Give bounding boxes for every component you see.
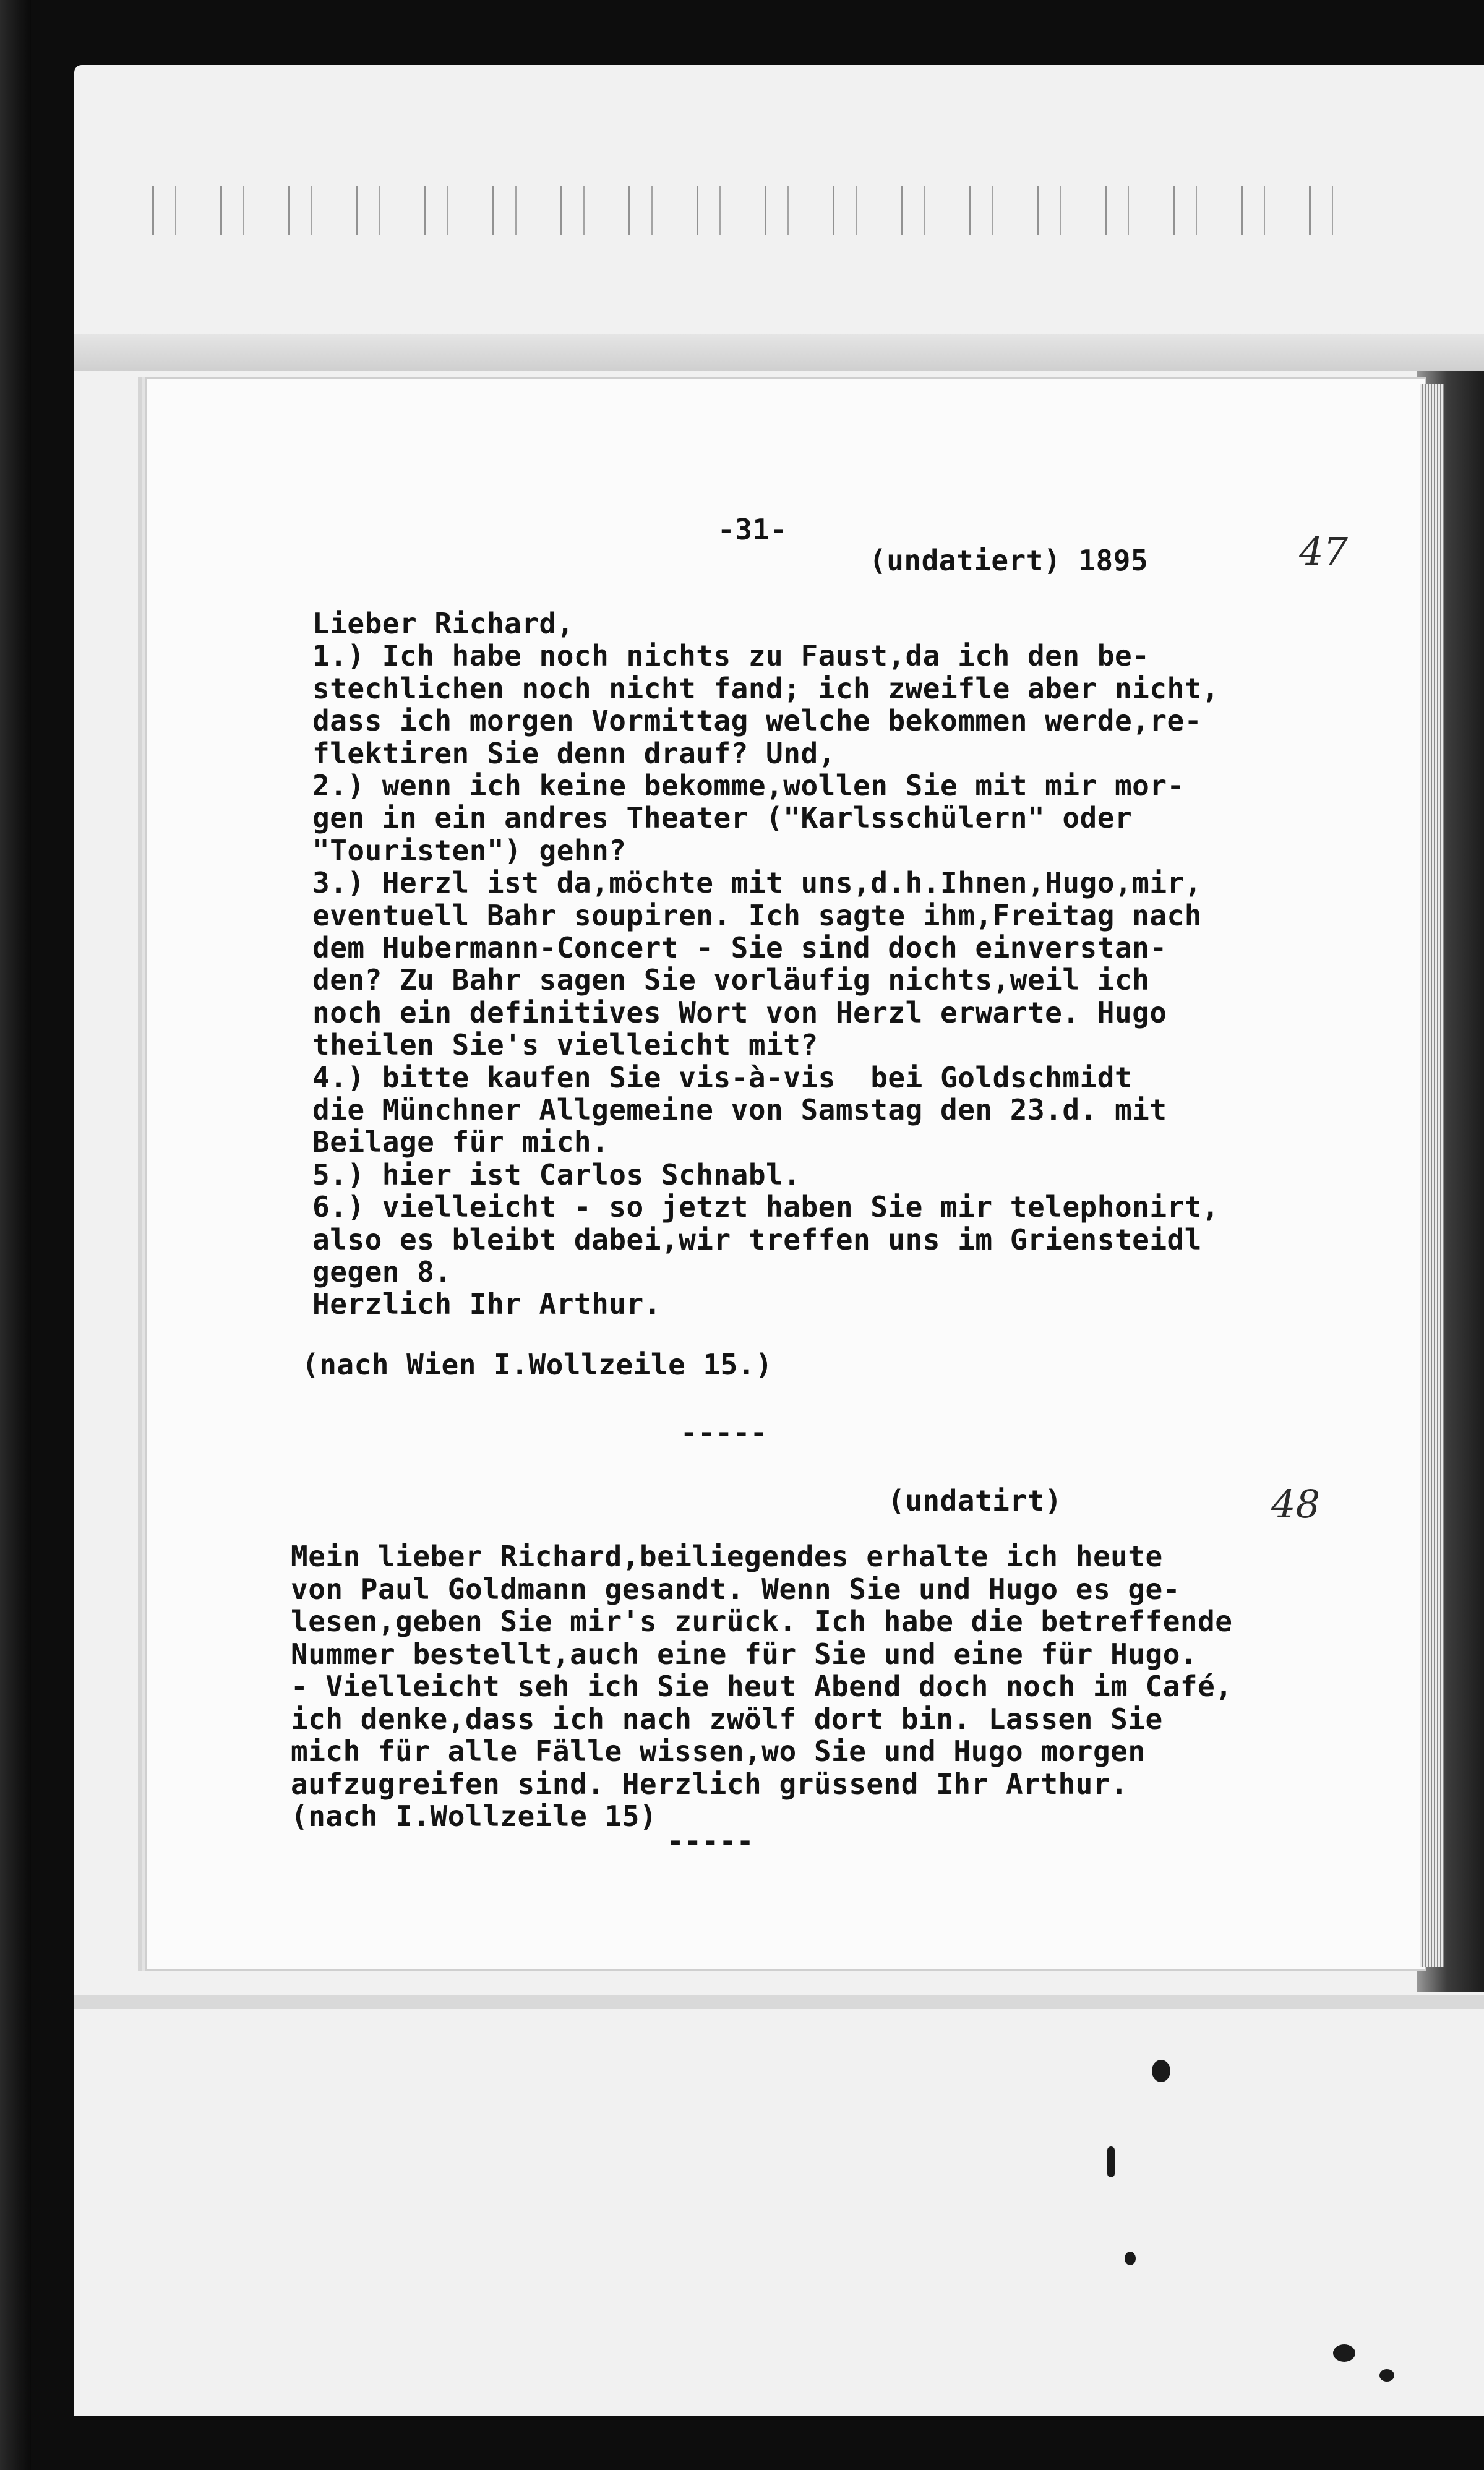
letter-line: 4.) bitte kaufen Sie vis-à-vis bei Goldschmidt [312,1060,1133,1094]
address-line: (nach Wien I.Wollzeile 15.) [302,1348,773,1381]
letter-line: Lieber Richard, [312,607,574,640]
letter-line: Beilage für mich. [312,1125,609,1159]
letter-line: von Paul Goldmann gesandt. Wenn Sie und Hugo es ge- [291,1572,1180,1606]
letter-line: mich für alle Fälle wissen,wo Sie und Hugo morgen [291,1735,1146,1768]
page-marker: -31- [718,513,787,546]
letter-line: gegen 8. [312,1255,452,1289]
letter-line: aufzugreifen sind. Herzlich grüssend Ihr Arthur. [291,1767,1128,1801]
letter-line: die Münchner Allgemeine von Samstag den 23.d. mit [312,1093,1167,1126]
date-line: (undatirt) [888,1484,1062,1517]
letter-line: Herzlich Ihr Arthur. [312,1287,661,1321]
letter-line: also es bleibt dabei,wir treffen uns im Griensteidl [312,1222,1202,1256]
letter-line: 2.) wenn ich keine bekomme,wollen Sie mit mir mor- [312,769,1185,802]
letter-line: 6.) vielleicht - so jetzt haben Sie mir telephonirt, [312,1190,1220,1224]
letter-line: (nach I.Wollzeile 15) [291,1799,658,1833]
separator: ----- [680,1416,768,1449]
letter-line: eventuell Bahr soupiren. Ich sagte ihm,Freitag nach [312,898,1202,932]
letter-line: gen in ein andres Theater ("Karlsschülern" oder [312,801,1133,835]
letter-line: Nummer bestellt,auch eine für Sie und eine für Hugo. [291,1637,1198,1671]
letter-line: 3.) Herzl ist da,möchte mit uns,d.h.Ihnen,Hugo,mir, [312,866,1202,900]
folio-number: 48 [1271,1482,1320,1527]
letter-line: dem Hubermann-Concert - Sie sind doch einverstan- [312,931,1167,964]
letter-line: lesen,geben Sie mir's zurück. Ich habe die betreffende [291,1605,1233,1638]
letter-line: 5.) hier ist Carlos Schnabl. [312,1157,801,1191]
letter-line: flektiren Sie denn drauf? Und, [312,736,836,770]
letter-line: dass ich morgen Vormittag welche bekommen werde,re- [312,704,1202,738]
letter-line: noch ein definitives Wort von Herzl erwarte. Hugo [312,995,1167,1029]
letter-line: theilen Sie's vielleicht mit? [312,1028,818,1062]
letter-line: den? Zu Bahr sagen Sie vorläufig nichts,weil ich [312,963,1150,997]
letter-line: stechlichen noch nicht fand; ich zweifle aber nicht, [312,671,1220,705]
date-line: (undatiert) 1895 [869,544,1149,577]
letter-line: "Touristen") gehn? [312,833,627,867]
letter-line: - Vielleicht seh ich Sie heut Abend doch noch im Café, [291,1670,1233,1703]
separator: ----- [667,1824,754,1858]
letter-line: Mein lieber Richard,beiliegendes erhalte ich heute [291,1540,1163,1573]
folio-number: 47 [1299,529,1348,574]
letter-line: 1.) Ich habe noch nichts zu Faust,da ich den be- [312,639,1150,673]
letter-line: ich denke,dass ich nach zwölf dort bin. Lassen Sie [291,1702,1163,1736]
